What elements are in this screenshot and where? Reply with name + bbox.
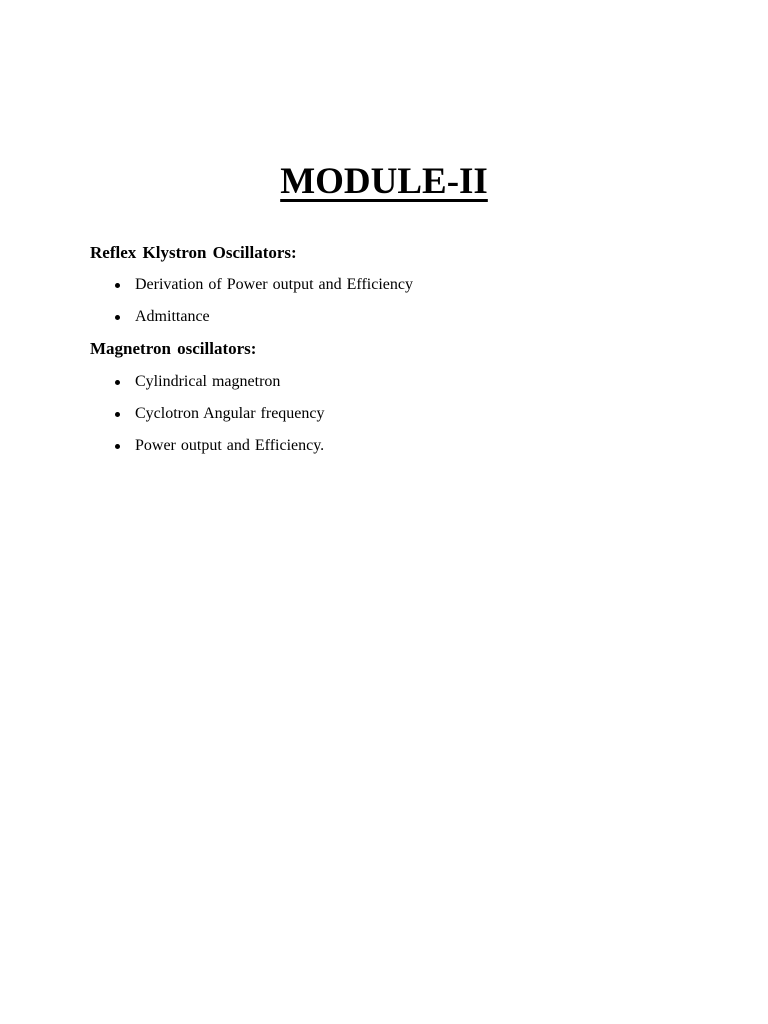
list-item-text: Cylindrical magnetron xyxy=(135,373,281,390)
bullet-icon xyxy=(115,380,120,385)
bullet-list xyxy=(90,371,730,457)
section-reflex-klystron xyxy=(90,242,730,328)
list-item xyxy=(90,274,730,296)
page-title-text: MODULE-II xyxy=(280,161,488,202)
page-title xyxy=(0,160,768,204)
bullet-icon xyxy=(115,315,120,320)
list-item xyxy=(90,435,730,457)
bullet-icon xyxy=(115,283,120,288)
list-item-text: Cyclotron Angular frequency xyxy=(135,405,325,422)
bullet-icon xyxy=(115,444,120,449)
bullet-list xyxy=(90,274,730,328)
list-item xyxy=(90,403,730,425)
section-magnetron xyxy=(90,338,730,457)
list-item-text: Power output and Efficiency. xyxy=(135,437,325,454)
list-item-text: Derivation of Power output and Efficiency xyxy=(135,276,413,293)
bullet-icon xyxy=(115,412,120,417)
section-heading: Magnetron oscillators: xyxy=(90,339,257,358)
list-item-text: Admittance xyxy=(135,308,210,325)
list-item xyxy=(90,371,730,393)
list-item xyxy=(90,306,730,328)
section-heading: Reflex Klystron Oscillators: xyxy=(90,243,297,262)
